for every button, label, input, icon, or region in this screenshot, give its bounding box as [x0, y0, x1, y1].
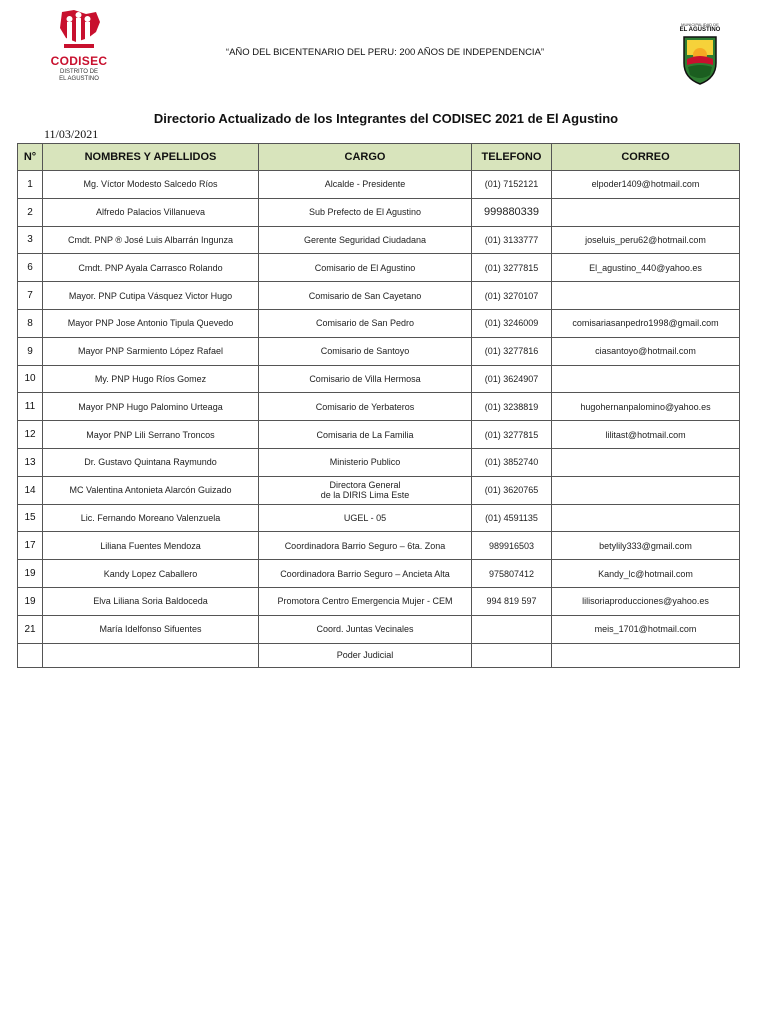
table-row — [18, 198, 740, 226]
municipality-logo — [678, 22, 722, 86]
row-email: ciasantoyo@hotmail.com — [552, 337, 740, 365]
year-motto: “AÑO DEL BICENTENARIO DEL PERU: 200 AÑOS DE INDEPENDENCIA” — [225, 47, 545, 58]
row-number: 17 — [18, 532, 43, 560]
row-number: 11 — [18, 393, 43, 421]
row-phone: (01) 3246009 — [472, 309, 552, 337]
row-name: Kandy Lopez Caballero — [43, 560, 259, 588]
table-row — [18, 337, 740, 365]
row-position: Alcalde - Presidente — [259, 171, 472, 199]
table-row — [18, 643, 740, 667]
row-email: lilisoriaproducciones@yahoo.es — [552, 587, 740, 615]
row-phone — [472, 615, 552, 643]
table-row — [18, 171, 740, 199]
row-name: MC Valentina Antonieta Alarcón Guizado — [43, 476, 259, 504]
row-position: Poder Judicial — [259, 643, 472, 667]
row-name: Mayor PNP Jose Antonio Tipula Quevedo — [43, 309, 259, 337]
table-row — [18, 560, 740, 588]
row-phone: 975807412 — [472, 560, 552, 588]
row-email: comisariasanpedro1998@gmail.com — [552, 309, 740, 337]
row-email: joseluis_peru62@hotmail.com — [552, 226, 740, 254]
row-phone: (01) 7152121 — [472, 171, 552, 199]
table-row — [18, 393, 740, 421]
codisec-district-text: DISTRITO DE EL AGUSTINO — [59, 69, 99, 82]
row-name: Alfredo Palacios Villanueva — [43, 198, 259, 226]
header-email: CORREO — [552, 144, 740, 171]
row-position: Gerente Seguridad Ciudadana — [259, 226, 472, 254]
table-row — [18, 448, 740, 476]
row-email — [552, 365, 740, 393]
row-phone: 994 819 597 — [472, 587, 552, 615]
row-phone: (01) 3270107 — [472, 282, 552, 310]
table-row — [18, 365, 740, 393]
row-phone: (01) 3133777 — [472, 226, 552, 254]
row-name: Mg. Víctor Modesto Salcedo Ríos — [43, 171, 259, 199]
row-number: 6 — [18, 254, 43, 282]
codisec-logo — [44, 8, 114, 86]
row-position — [259, 476, 472, 504]
row-number: 19 — [18, 560, 43, 588]
row-email: Kandy_lc@hotmail.com — [552, 560, 740, 588]
row-name: Cmdt. PNP ® José Luis Albarrán Ingunza — [43, 226, 259, 254]
table-row — [18, 254, 740, 282]
row-phone: (01) 3277815 — [472, 421, 552, 449]
table-row — [18, 476, 740, 504]
directory-table — [17, 143, 740, 668]
row-position: Comisaria de La Familia — [259, 421, 472, 449]
row-name: Elva Liliana Soria Baldoceda — [43, 587, 259, 615]
row-phone: (01) 4591135 — [472, 504, 552, 532]
row-number: 13 — [18, 448, 43, 476]
municipality-name: EL AGUSTINO — [679, 27, 721, 33]
row-email — [552, 198, 740, 226]
row-phone: (01) 3277815 — [472, 254, 552, 282]
codisec-emblem-icon — [52, 8, 106, 52]
row-number: 10 — [18, 365, 43, 393]
table-row — [18, 226, 740, 254]
row-position-line-1: Directora General — [329, 480, 401, 491]
row-number — [18, 643, 43, 667]
row-position-line-2: de la DIRIS Lima Este — [320, 490, 410, 501]
row-position: Coordinadora Barrio Seguro – 6ta. Zona — [259, 532, 472, 560]
row-email: elpoder1409@hotmail.com — [552, 171, 740, 199]
row-position: Ministerio Publico — [259, 448, 472, 476]
row-position: Comisario de San Cayetano — [259, 282, 472, 310]
row-phone: (01) 3238819 — [472, 393, 552, 421]
row-email — [552, 643, 740, 667]
row-number: 1 — [18, 171, 43, 199]
table-row — [18, 504, 740, 532]
table-row — [18, 421, 740, 449]
row-email: El_agustino_440@yahoo.es — [552, 254, 740, 282]
row-name: Mayor PNP Sarmiento López Rafael — [43, 337, 259, 365]
row-email: lilitast@hotmail.com — [552, 421, 740, 449]
row-name: Cmdt. PNP Ayala Carrasco Rolando — [43, 254, 259, 282]
row-name: Mayor PNP Hugo Palomino Urteaga — [43, 393, 259, 421]
row-position: Comisario de San Pedro — [259, 309, 472, 337]
row-name: Mayor PNP Lili Serrano Troncos — [43, 421, 259, 449]
row-position: Sub Prefecto de El Agustino — [259, 198, 472, 226]
row-position: Comisario de El Agustino — [259, 254, 472, 282]
row-position: Coord. Juntas Vecinales — [259, 615, 472, 643]
row-email — [552, 282, 740, 310]
row-position: Coordinadora Barrio Seguro – Ancieta Alta — [259, 560, 472, 588]
header-names: NOMBRES Y APELLIDOS — [43, 144, 259, 171]
header-phone: TELEFONO — [472, 144, 552, 171]
row-number: 15 — [18, 504, 43, 532]
row-email — [552, 448, 740, 476]
table-row — [18, 532, 740, 560]
table-row — [18, 615, 740, 643]
row-phone: 999880339 — [472, 198, 552, 226]
row-number: 3 — [18, 226, 43, 254]
row-phone: 989916503 — [472, 532, 552, 560]
row-position: Comisario de Santoyo — [259, 337, 472, 365]
document-title: Directorio Actualizado de los Integrantes del CODISEC 2021 de El Agustino — [153, 111, 619, 126]
row-phone: (01) 3624907 — [472, 365, 552, 393]
row-name: Dr. Gustavo Quintana Raymundo — [43, 448, 259, 476]
municipality-label: MUNICIPALIDAD DE — [681, 22, 719, 27]
document-date: 11/03/2021 — [44, 127, 99, 141]
header-number: N° — [18, 144, 43, 171]
codisec-brand-text: CODISEC — [50, 54, 108, 68]
row-name: María Idelfonso Sifuentes — [43, 615, 259, 643]
row-name: Mayor. PNP Cutipa Vásquez Victor Hugo — [43, 282, 259, 310]
row-name: Liliana Fuentes Mendoza — [43, 532, 259, 560]
row-email: hugohernanpalomino@yahoo.es — [552, 393, 740, 421]
row-position: UGEL - 05 — [259, 504, 472, 532]
row-phone: (01) 3852740 — [472, 448, 552, 476]
row-number: 9 — [18, 337, 43, 365]
table-header-row — [18, 144, 740, 171]
table-row — [18, 309, 740, 337]
table-row — [18, 587, 740, 615]
row-name: Lic. Fernando Moreano Valenzuela — [43, 504, 259, 532]
row-number: 21 — [18, 615, 43, 643]
row-number: 12 — [18, 421, 43, 449]
row-email — [552, 476, 740, 504]
row-number: 8 — [18, 309, 43, 337]
row-position: Comisario de Villa Hermosa — [259, 365, 472, 393]
row-number: 2 — [18, 198, 43, 226]
header-position: CARGO — [259, 144, 472, 171]
row-position: Comisario de Yerbateros — [259, 393, 472, 421]
row-number: 14 — [18, 476, 43, 504]
row-name — [43, 643, 259, 667]
table-row — [18, 282, 740, 310]
row-name: My. PNP Hugo Ríos Gomez — [43, 365, 259, 393]
row-number: 7 — [18, 282, 43, 310]
row-phone: (01) 3277816 — [472, 337, 552, 365]
municipality-shield-icon — [682, 35, 718, 85]
row-phone: (01) 3620765 — [472, 476, 552, 504]
row-number: 19 — [18, 587, 43, 615]
row-email — [552, 504, 740, 532]
row-email: betylily333@gmail.com — [552, 532, 740, 560]
row-phone — [472, 643, 552, 667]
row-position: Promotora Centro Emergencia Mujer - CEM — [259, 587, 472, 615]
row-email: meis_1701@hotmail.com — [552, 615, 740, 643]
